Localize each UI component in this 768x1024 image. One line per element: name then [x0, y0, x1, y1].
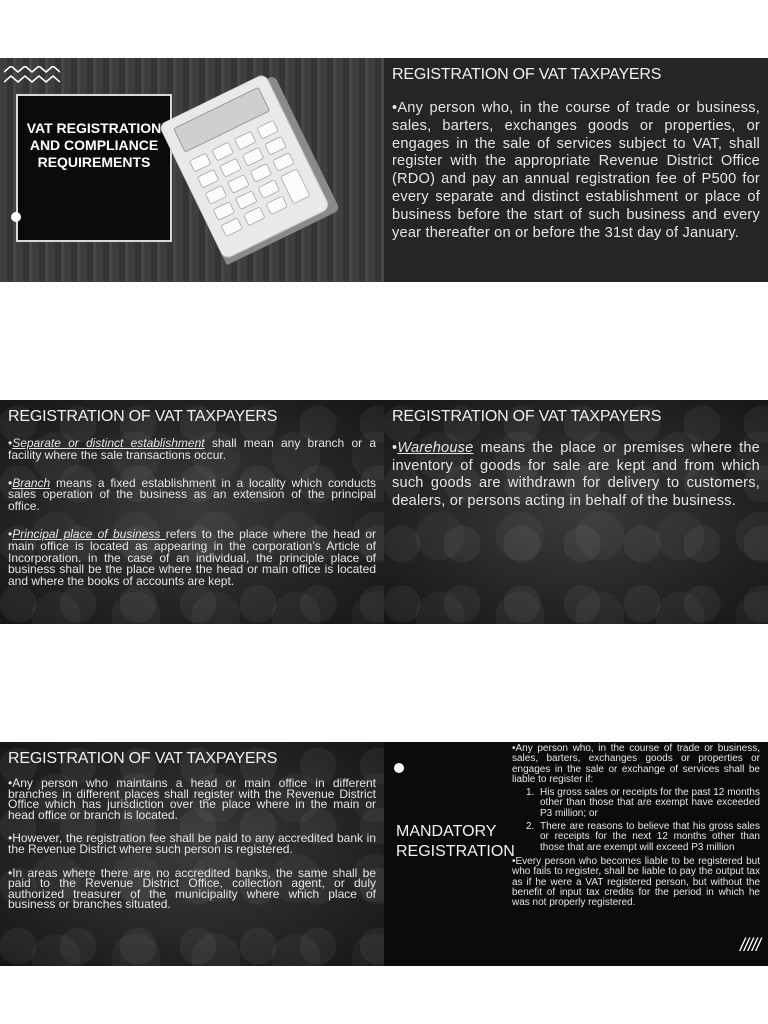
definitions-slide	[0, 400, 384, 624]
slide-title: REGISTRATION OF VAT TAXPAYERS	[392, 408, 662, 425]
bullet-list	[8, 438, 376, 588]
branches-slide	[0, 742, 384, 966]
presentation-title: VAT REGISTRATION AND COMPLIANCE REQUIREMENTS	[26, 120, 162, 170]
list-item: •Separate or distinct establishment shall mean any branch or a facility where the sale transactions occur.	[8, 436, 377, 462]
bullet-text: However, the registration fee shall be paid to any accredited bank in the Revenue District where such person is registered.	[8, 831, 376, 856]
mandatory-registration-slide	[384, 742, 768, 966]
slash-decoration: /////	[739, 935, 760, 955]
list-item: •Warehouse means the place or premises where the inventory of goods for sale are kept and from which such goods are withdrawn for delivery to customers, dealers, or persons acting in behalf of the business.	[392, 440, 760, 509]
bullet-text: In areas where there are no accredited banks, the same shall be paid to the Revenue District Office, collection agent, or duly authorized treasurer of the municipality where which place of business or branches situated.	[8, 865, 376, 912]
list-item: •In areas where there are no accredited banks, the same shall be paid to the Revenue District Office, collection agent, or duly authorized treasurer of the municipality where which place of business or branches situated.	[8, 865, 376, 912]
section-heading: MANDATORY REGISTRATION	[396, 823, 515, 860]
numbered-list	[512, 788, 760, 853]
term: Principal place of business	[12, 526, 166, 541]
term: Warehouse	[397, 440, 474, 456]
list-item: •Every person who becomes liable to be registered but who fails to register, shall be liable to pay the output tax as if he were a VAT registered person, but without the benefit of input tax credits for the period in which he was not properly registered.	[512, 855, 760, 909]
definition: means the place or premises where the inventory of goods for sale are kept and from which such goods are withdrawn for delivery to customers, dealers, or persons acting in behalf of the business.	[392, 440, 760, 509]
dot-marker	[394, 763, 404, 773]
bullet-text: Every person who becomes liable to be registered but who fails to register, shall be liable to pay the output tax as if he were a VAT registered person, but without the benefit of input tax credits for the period in which he was not properly registered.	[512, 855, 760, 909]
list-item	[526, 821, 760, 853]
definition: refers to the place where the head or main office is located as appearing in the corporation’s Article of Incorporation. in the case of an individual, the principle place of business shall be the place where the head or main office is located and where the books of accounts are kept.	[8, 526, 376, 589]
bullet-list	[8, 778, 376, 910]
bullet-list	[392, 440, 760, 510]
list-item: •Any person who, in the course of trade or business, sales, barters, exchanges goods or properties, or engages in the sale of services subject to VAT, shall register with the appropriate Revenue District Office (RDO) and pay an annual registration fee of P500 for every separate and distinct establishment or place of business before the start of such business and every year thereafter on or before the 31st day of January.	[392, 100, 760, 241]
title-box	[16, 94, 172, 242]
bullet-list	[392, 100, 760, 242]
list-item: •Any person who maintains a head or main office in different branches in different places shall register with the Revenue District Office which has jurisdiction over the place where in the main or head office or branch is located.	[8, 776, 376, 822]
term: Separate or distinct establishment	[12, 436, 205, 450]
item-text: His gross sales or receipts for the past 12 months other than those that are exempt have exceeded P3 million; or	[540, 787, 760, 819]
term: Branch	[12, 475, 51, 490]
slide-title: REGISTRATION OF VAT TAXPAYERS	[8, 750, 278, 767]
slide-title: REGISTRATION OF VAT TAXPAYERS	[392, 66, 662, 83]
warehouse-slide	[384, 400, 768, 624]
slide-title: REGISTRATION OF VAT TAXPAYERS	[8, 408, 278, 425]
calculator-image	[159, 59, 364, 269]
definition: means a fixed establishment in a locality which conducts sales operation of the business as an extension of the principal office.	[8, 475, 376, 514]
item-number: 2.	[526, 821, 535, 833]
registration-slide-1	[384, 58, 768, 282]
bullet-text: Any person who, in the course of trade or business, sales, barters, exchanges goods or properties, or engages in the sale of services subject to VAT, shall register with the appropriate Revenue District Office (RDO) and pay an annual registration fee of P500 for every separate and distinct establishment or place of business before the start of such business and every year thereafter on or before the 31st day of January.	[392, 100, 760, 241]
list-item: •Branch means a fixed establishment in a locality which conducts sales operation of the business as an extension of the principal office.	[8, 475, 376, 514]
dot-marker	[11, 212, 21, 222]
list-item	[526, 787, 760, 819]
list-item: •However, the registration fee shall be paid to any accredited bank in the Revenue District where such person is registered.	[8, 831, 376, 856]
bullet-text: Any person who, in the course of trade or business, sales, barters, exchanges goods or properties or engages in the sale or exchange of services shall be liable to register if:	[512, 743, 760, 785]
item-text: There are reasons to believe that his gross sales or receipts for the next 12 months other than those that are exempt will exceed P3 million	[540, 821, 760, 853]
title-slide	[0, 58, 384, 282]
list-item: •Any person who, in the course of trade or business, sales, barters, exchanges goods or properties or engages in the sale or exchange of services shall be liable to register if:	[512, 743, 760, 785]
definition: shall mean any branch or a facility where the sale transactions occur.	[8, 436, 377, 462]
content-block	[512, 744, 760, 908]
bullet-text: Any person who maintains a head or main office in different branches in different places shall register with the Revenue District Office which has jurisdiction over the place where in the main or head office or branch is located.	[8, 776, 376, 822]
item-number: 1.	[526, 787, 535, 799]
list-item: •Principal place of business refers to the place where the head or main office is located as appearing in the corporation’s Article of Incorporation. in the case of an individual, the principle place of business shall be the place where the head or main office is located and where the books of accounts are kept.	[8, 526, 376, 589]
zigzag-decoration	[4, 66, 60, 90]
